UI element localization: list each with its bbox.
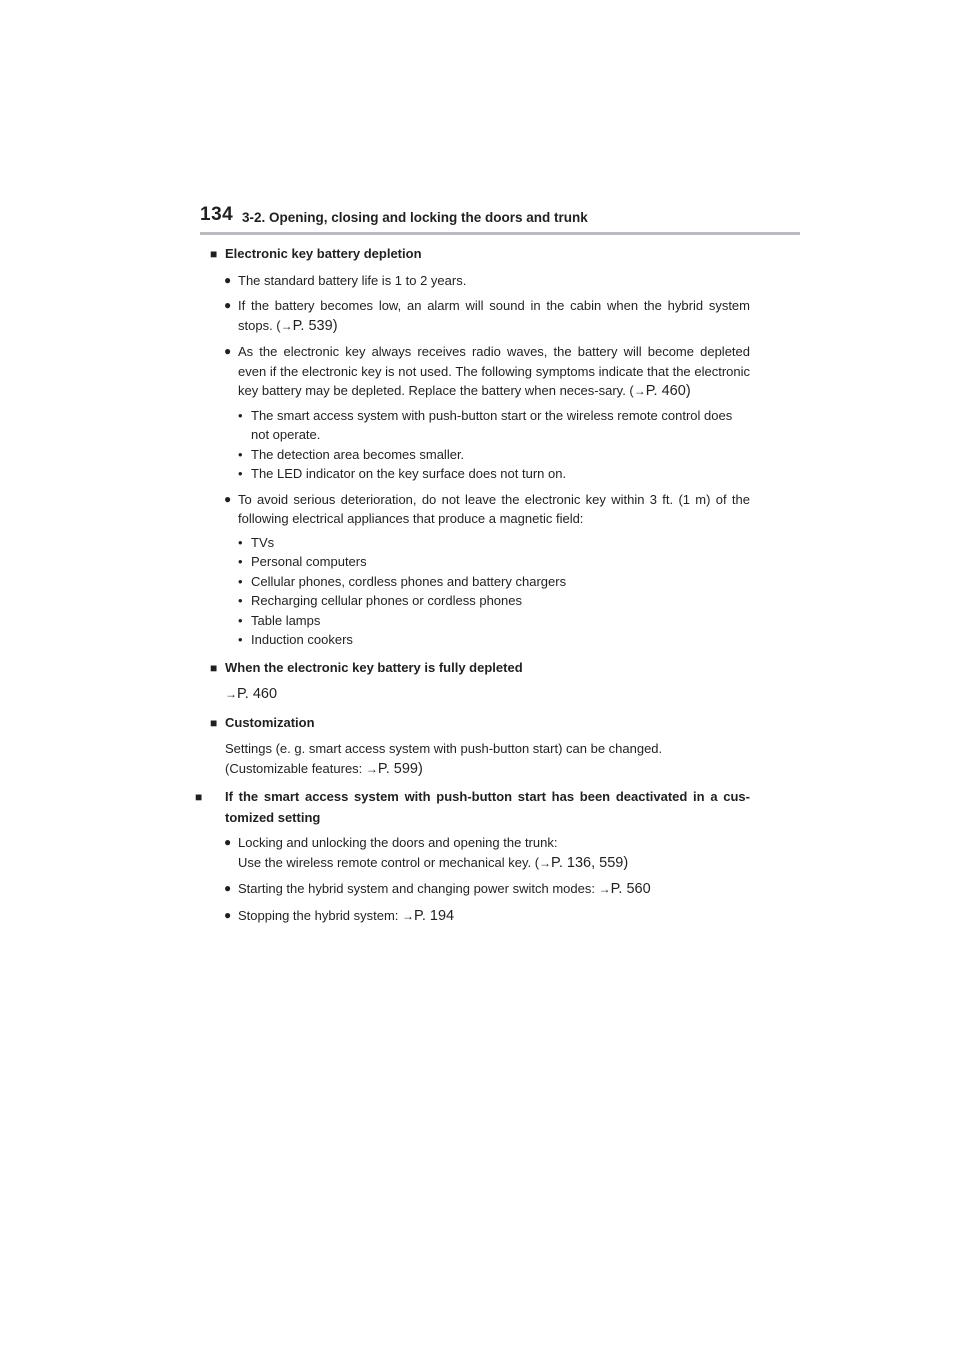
page-reference[interactable]: P. 460 bbox=[645, 383, 686, 399]
sub-bullet-icon: • bbox=[238, 593, 243, 608]
customization-text: Settings (e. g. smart access system with push-button start) can be changed. (Customizable features: →P. 599) bbox=[225, 741, 663, 777]
list-item: ● To avoid serious deterioration, do not leave the electronic key within 3 ft. (1 m) of the following electrical appliances that produce a magnetic field: bbox=[224, 491, 750, 526]
sub-bullet-icon: • bbox=[238, 573, 243, 589]
header-divider bbox=[200, 232, 800, 235]
list-item: • Recharging cellular phones or cordless phones bbox=[238, 591, 750, 611]
list-item: ● Stopping the hybrid system: →P. 194 bbox=[224, 907, 455, 924]
bullet-dot-icon: ● bbox=[224, 298, 232, 312]
list-item: • The detection area becomes smaller. bbox=[238, 445, 750, 465]
bullet-dot-icon: ● bbox=[224, 907, 232, 922]
list-item: ● Starting the hybrid system and changing power switch modes: →P. 560 bbox=[224, 881, 651, 897]
arrow-right-icon: → bbox=[598, 882, 611, 896]
section-title: 3-2. Opening, closing and locking the doors and trunk bbox=[242, 210, 588, 225]
heading-battery-depletion: ■ Electronic key battery depletion bbox=[210, 244, 750, 265]
page-header bbox=[200, 204, 800, 234]
sub-bullet-icon: • bbox=[238, 534, 243, 550]
heading-customization: ■ Customization bbox=[210, 713, 750, 734]
page-reference[interactable]: P. 136, 559 bbox=[551, 854, 624, 871]
square-marker-icon: ■ bbox=[210, 660, 218, 675]
list-item: • Induction cookers bbox=[238, 630, 750, 650]
list-item: • The smart access system with push-button start or the wireless remote control does not operate. bbox=[238, 407, 733, 442]
list-item: ● The standard battery life is 1 to 2 years. bbox=[210, 271, 750, 291]
page-number: 134 bbox=[200, 204, 234, 225]
list-item: • Personal computers bbox=[238, 552, 750, 572]
appliance-list bbox=[210, 533, 750, 650]
sub-bullet-icon: • bbox=[238, 407, 243, 423]
arrow-right-icon: → bbox=[633, 384, 646, 398]
sub-bullet-icon: • bbox=[238, 446, 243, 462]
arrow-right-icon: → bbox=[225, 687, 237, 701]
reference-line bbox=[210, 684, 750, 705]
page-reference[interactable]: P. 460 bbox=[237, 686, 278, 702]
symptom-list bbox=[210, 406, 750, 484]
list-item: • TVs bbox=[238, 533, 750, 553]
bullet-dot-icon: ● bbox=[224, 272, 232, 287]
sub-bullet-icon: • bbox=[238, 612, 243, 628]
list-item: ● If the battery becomes low, an alarm will sound in the cabin when the hybrid system stops. (→P. 539) bbox=[224, 298, 750, 334]
bullet-dot-icon: ● bbox=[224, 344, 232, 358]
arrow-right-icon: → bbox=[402, 908, 415, 923]
sub-bullet-icon: • bbox=[238, 554, 243, 569]
bullet-dot-icon: ● bbox=[224, 881, 232, 895]
sub-bullet-icon: • bbox=[238, 466, 243, 481]
list-item: • Cellular phones, cordless phones and battery chargers bbox=[238, 572, 750, 592]
list-item: ● As the electronic key always receives radio waves, the battery will become depleted even if the electronic key is not used. The following symptoms indicate that the electronic key battery may be depleted. Replace the battery when neces-sary. (→P. 460) bbox=[224, 344, 750, 399]
bullet-dot-icon: ● bbox=[224, 491, 232, 506]
page-reference[interactable]: P. 599 bbox=[377, 760, 418, 777]
arrow-right-icon: → bbox=[280, 318, 293, 333]
arrow-right-icon: → bbox=[365, 761, 378, 776]
list-item: ● Locking and unlocking the doors and opening the trunk: Use the wireless remote control or mechanical key. (→P. 136, 559) bbox=[224, 835, 629, 871]
page-reference[interactable]: P. 560 bbox=[610, 881, 651, 897]
page-content bbox=[195, 244, 750, 926]
square-marker-icon: ■ bbox=[210, 715, 218, 730]
square-marker-icon: ■ bbox=[195, 790, 203, 804]
sub-bullet-icon: • bbox=[238, 632, 243, 647]
page-reference[interactable]: P. 194 bbox=[414, 907, 455, 924]
page-reference[interactable]: P. 539 bbox=[292, 317, 333, 334]
heading-fully-depleted: ■ When the electronic key battery is fully depleted bbox=[210, 658, 750, 679]
arrow-right-icon: → bbox=[539, 855, 552, 870]
square-marker-icon: ■ bbox=[210, 247, 218, 261]
heading-deactivated: ■ If the smart access system with push-button start has been deactivated in a cus-tomized setting bbox=[195, 789, 750, 825]
bullet-dot-icon: ● bbox=[224, 835, 232, 849]
list-item: • The LED indicator on the key surface does not turn on. bbox=[238, 464, 750, 484]
list-item: • Table lamps bbox=[238, 611, 750, 631]
